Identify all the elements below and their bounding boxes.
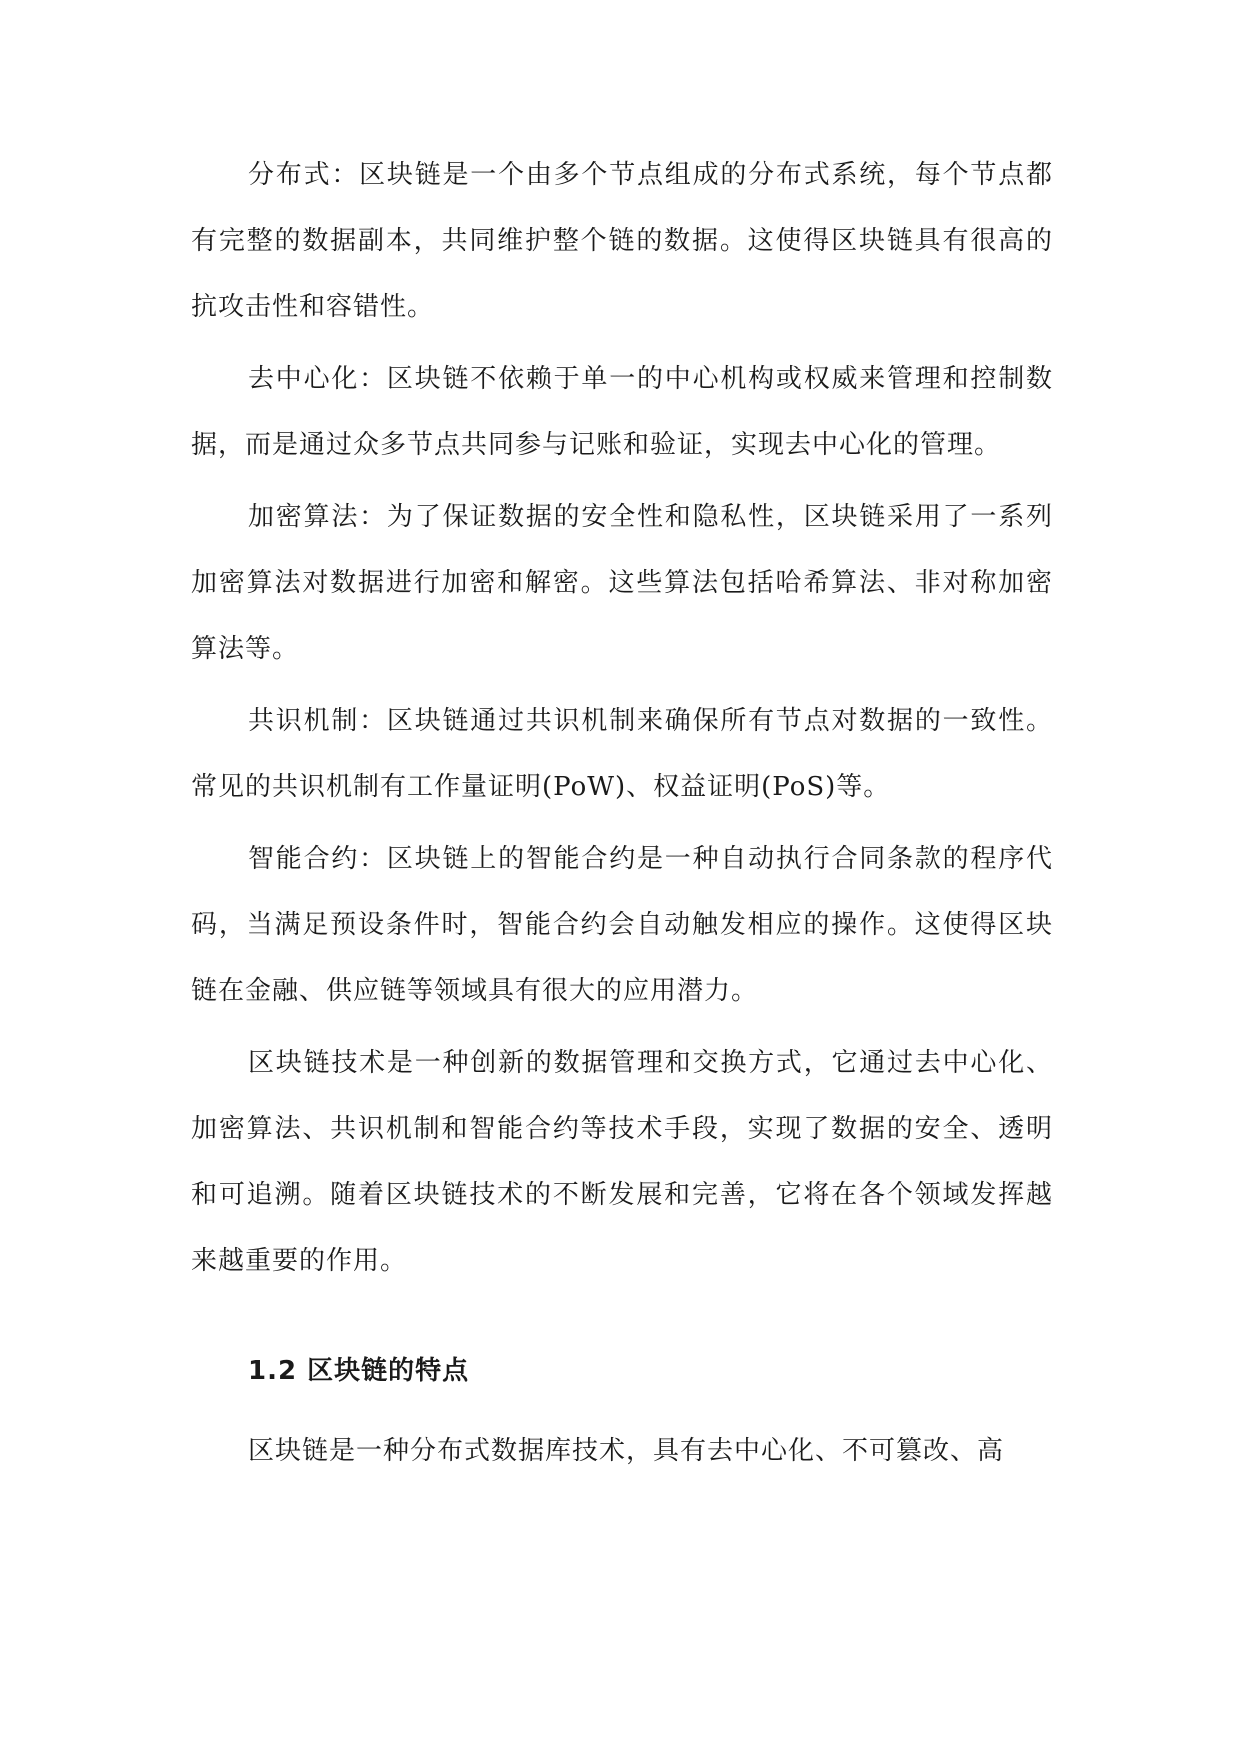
paragraph-distributed: 分布式：区块链是一个由多个节点组成的分布式系统，每个节点都有完整的数据副本，共同维护整个链的数据。这使得区块链具有很高的抗攻击性和容错性。 (191, 160, 1053, 322)
paragraph-smart-contract: 智能合约：区块链上的智能合约是一种自动执行合同条款的程序代码，当满足预设条件时，智能合约会自动触发相应的操作。这使得区块链在金融、供应链等领域具有很大的应用潜力。 (191, 844, 1053, 1006)
section-heading: 1.2 区块链的特点 (248, 1356, 470, 1386)
paragraph-summary: 区块链技术是一种创新的数据管理和交换方式，它通过去中心化、加密算法、共识机制和智能合约等技术手段，实现了数据的安全、透明和可追溯。随着区块链技术的不断发展和完善，它将在各个领域发挥越来越重要的作用。 (191, 1048, 1053, 1276)
page-body (191, 142, 1053, 1484)
paragraph-consensus: 共识机制：区块链通过共识机制来确保所有节点对数据的一致性。常见的共识机制有工作量证明(PoW)、权益证明(PoS)等。 (191, 706, 1053, 802)
paragraph-decentralized: 去中心化：区块链不依赖于单一的中心机构或权威来管理和控制数据，而是通过众多节点共同参与记账和验证，实现去中心化的管理。 (191, 364, 1053, 460)
section-paragraph: 区块链是一种分布式数据库技术，具有去中心化、不可篡改、高 (248, 1436, 1005, 1466)
paragraph-encryption: 加密算法：为了保证数据的安全性和隐私性，区块链采用了一系列加密算法对数据进行加密和解密。这些算法包括哈希算法、非对称加密算法等。 (191, 502, 1053, 664)
